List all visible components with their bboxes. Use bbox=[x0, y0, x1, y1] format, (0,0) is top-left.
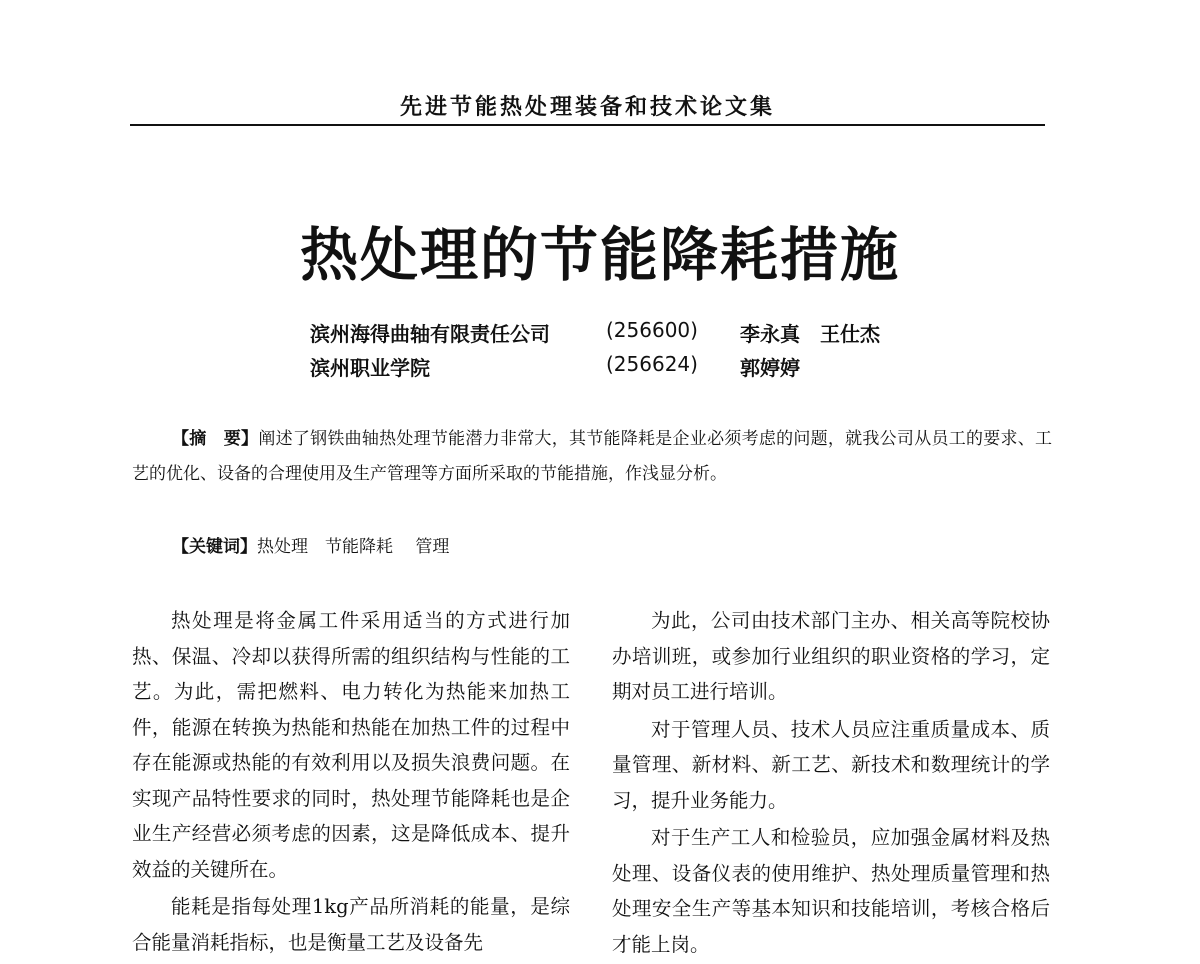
affiliation-org: 滨州海得曲轴有限责任公司 bbox=[310, 322, 550, 346]
keywords-text: 热处理 节能降耗 管理 bbox=[257, 537, 450, 557]
header-rule bbox=[130, 124, 1045, 126]
abstract-text: 阐述了钢铁曲轴热处理节能潜力非常大，其节能降耗是企业必须考虑的问题，就我公司从员工的要求、工艺的优化、设备的合理使用及生产管理等方面所采取的节能措施，作浅显分析。 bbox=[132, 429, 1053, 484]
body-paragraph: 为此，公司由技术部门主办、相关高等院校协办培训班，或参加行业组织的职业资格的学习，定期对员工进行培训。 bbox=[612, 609, 1050, 703]
keywords bbox=[172, 532, 449, 557]
affiliation-authors: 李永真 王仕杰 bbox=[740, 322, 880, 346]
abstract bbox=[132, 422, 1052, 492]
body-right-column bbox=[612, 603, 1050, 964]
affiliation-postal-code: (256624) bbox=[606, 352, 698, 376]
body-paragraph: 能耗是指每处理1kg产品所消耗的能量，是综合能量消耗指标，也是衡量工艺及设备先 bbox=[132, 895, 570, 954]
affiliation-org: 滨州职业学院 bbox=[310, 356, 430, 380]
running-head: 先进节能热处理装备和技术论文集 bbox=[399, 95, 775, 120]
body-left-column bbox=[132, 603, 570, 962]
keywords-label: 【关键词】 bbox=[172, 537, 257, 557]
body-paragraph: 对于生产工人和检验员，应加强金属材料及热处理、设备仪表的使用维护、热处理质量管理和热处理安全生产等基本知识和技能培训，考核合格后才能上岗。 bbox=[612, 826, 1050, 956]
body-paragraph: 热处理是将金属工件采用适当的方式进行加热、保温、冷却以获得所需的组织结构与性能的工艺。为此，需把燃料、电力转化为热能来加热工件，能源在转换为热能和热能在加热工件的过程中存在能源或热能的有效利用以及损失浪费问题。在实现产品特性要求的同时，热处理节能降耗也是企业生产经营必须考虑的因素，这是降低成本、提升效益的关键所在。 bbox=[132, 609, 570, 881]
body-paragraph: 对于管理人员、技术人员应注重质量成本、质量管理、新材料、新工艺、新技术和数理统计的学习，提升业务能力。 bbox=[612, 717, 1050, 812]
affiliation-postal-code: (256600) bbox=[606, 318, 698, 342]
abstract-label: 【摘 要】 bbox=[172, 429, 259, 449]
article-title: 热处理的节能降耗措施 bbox=[299, 221, 900, 289]
affiliation-authors: 郭婷婷 bbox=[740, 356, 800, 380]
